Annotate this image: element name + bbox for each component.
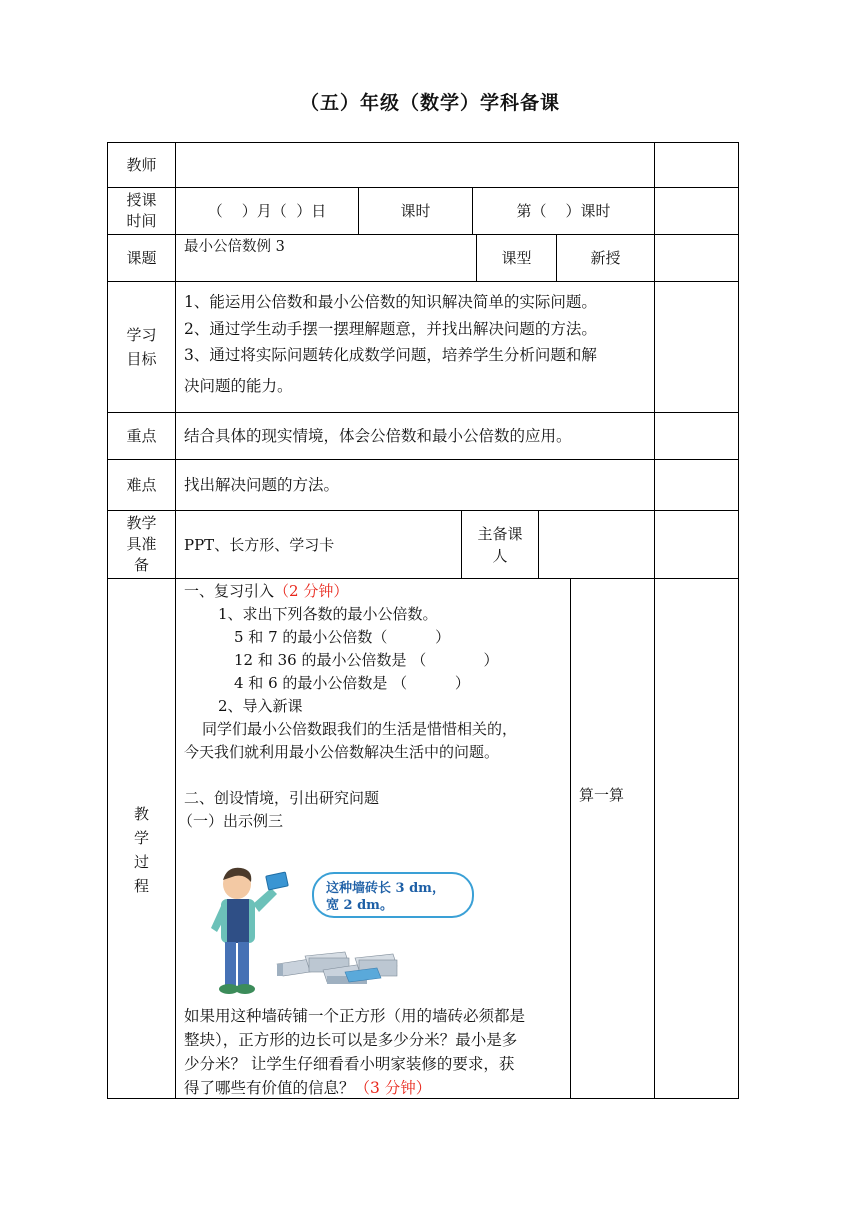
grid-line [107,142,738,143]
spacer [184,764,570,787]
teacher-label: 教师 [126,156,157,174]
paragraph-line: 同学们最小公倍数跟我们的生活是惜惜相关的， [202,720,518,738]
side-note: 算一算 [579,786,625,804]
paragraph-line: 今天我们就利用最小公倍数解决生活中的问题。 [184,743,500,761]
page-title: （五）年级（数学）学科备课 [299,92,560,114]
section-heading: 二、创设情境，引出研究问题 [184,789,380,807]
period-field: 第（ ）课时 [516,202,611,220]
topic-label: 课题 [126,249,157,267]
question-line: 12 和 36 的最小公倍数是 （ ） [234,651,499,669]
problem-line: 少分米？ 让学生仔细看看小明家装修的要求，获 [184,1055,515,1073]
tools-value: PPT、长方形、学习卡 [184,535,335,554]
bubble-line: 宽 2 dm。 [326,898,393,913]
goal-line: 决问题的能力。 [184,377,293,395]
bubble-line: 这种墙砖长 3 dm， [326,881,445,896]
difficulty-label: 难点 [126,476,157,494]
grid-line [107,578,738,579]
goal-line: 2、通过学生动手摆一摆理解题意，并找出解决问题的方法。 [184,320,597,338]
grid-line [538,510,539,578]
grid-line [738,142,739,1099]
process-content [178,580,570,833]
question-line: 5 和 7 的最小公倍数（ ） [234,628,451,646]
grid-line [107,281,738,282]
goal-line: 1、能运用公倍数和最小公倍数的知识解决简单的实际问题。 [184,293,597,311]
goals-label: 学习 目标 [126,326,157,368]
problem-text [184,1004,570,1100]
process-label: 教 学 过 程 [133,805,149,895]
hours-label: 课时 [400,202,431,220]
topic-value: 最小公倍数例 3 [184,239,285,255]
date-field: （ ）月（ ）日 [207,202,327,220]
goals-list [184,288,652,404]
key-label: 重点 [126,427,157,445]
time-label: 授课 时间 [126,191,157,230]
problem-line: 整块），正方形的边长可以是多少分米？最小是多 [184,1031,518,1049]
boy-figure [211,868,288,994]
time-note: （3 分钟） [354,1079,432,1097]
question-line: 4 和 6 的最小公倍数是 （ ） [234,674,470,692]
problem-line: 如果用这种墙砖铺一个正方形（用的墙砖必须都是 [184,1007,526,1025]
grid-line [175,142,176,1099]
difficulty-value: 找出解决问题的方法。 [184,476,340,494]
tile-stacks [277,952,397,984]
grid-line [570,578,571,1098]
list-item: 1、求出下列各数的最小公倍数。 [218,605,438,623]
section-heading: 一、复习引入（2 分钟） [184,582,349,600]
key-value: 结合具体的现实情境，体会公倍数和最小公倍数的应用。 [184,427,572,445]
problem-line-last: 得了哪些有价值的信息？（3 分钟） [184,1079,432,1097]
goal-line: 3、通过将实际问题转化成数学问题，培养学生分析问题和解 [184,346,597,364]
tools-label: 教学 具准 备 [126,514,157,574]
speech-bubble [312,872,474,918]
type-label: 课型 [501,249,532,267]
time-note: （2 分钟） [274,582,349,600]
type-value: 新授 [590,249,621,267]
lead-teacher-label: 主备课 人 [477,524,523,565]
list-item: 2、导入新课 [218,697,303,715]
grid-line [654,142,655,1099]
sub-heading: （一）出示例三 [178,812,284,830]
